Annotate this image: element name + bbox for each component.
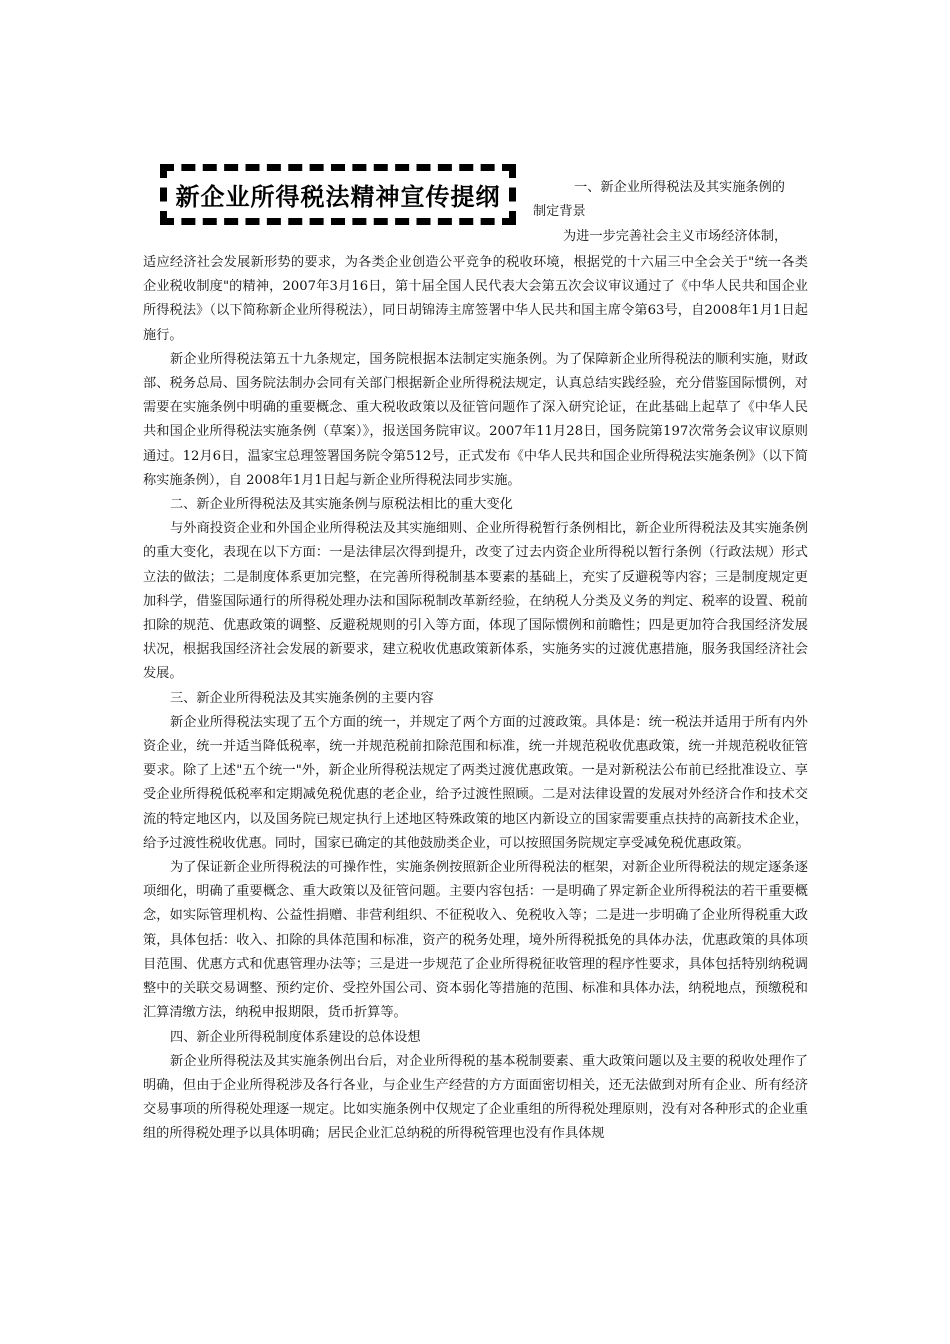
section-3-heading: 三、新企业所得税法及其实施条例的主要内容 [170,690,434,706]
paragraph-6: 新企业所得税法及其实施条例出台后，对企业所得税的基本税制要素、重大政策问题以及主要的税收处理作了明确，但由于企业所得税涉及各行各业，与企业生产经营的方方面面密切相关，还无法做到对所有企业、所有经济交易事项的所得税处理逐一规定。比如实施条例中仅规定了企业重组的所得税处理原则，没有对各种形式的企业重组的所得税处理予以具体明确；居民企业汇总纳税的所得税管理也没有作具体规 [143,1053,808,1142]
paragraph-2: 新企业所得税法第五十九条规定，国务院根据本法制定实施条例。为了保障新企业所得税法的顺利实施，财政部、税务总局、国务院法制办会同有关部门根据新企业所得税法规定，认真总结实践经验，充分借鉴国际惯例，对需要在实施条例中明确的重要概念、重大税收政策以及征管问题作了深入研究论证，在此基础上起草了《中华人民共和国企业所得税法实施条例（草案）》，报送国务院审议。2007年11月28日，国务院第197次常务会议审议原则通过。12月6日，温家宝总理签署国务院令第512号，正式发布《中华人民共和国企业所得税法实施条例》（以下简称实施条例），自 2008年1月1日起与新企业所得税法同步实施。 [143,351,808,488]
paragraph-5: 为了保证新企业所得税法的可操作性，实施条例按照新企业所得税法的框架，对新企业所得税法的规定逐条逐项细化，明确了重要概念、重大政策以及征管问题。主要内容包括：一是明确了界定新企业所得税法的若干重要概念，如实际管理机构、公益性捐赠、非营利组织、不征税收入、免税收入等；二是进一步明确了企业所得税重大政策，具体包括：收入、扣除的具体范围和标准，资产的税务处理，境外所得税抵免的具体办法，优惠政策的具体项目范围、优惠方式和优惠管理办法等；三是进一步规范了企业所得税征收管理的程序性要求，具体包括特别纳税调整中的关联交易调整、预约定价、受控外国公司、资本弱化等措施的范围、标准和具体办法，纳税地点，预缴税和汇算清缴方法，纳税申报期限，货币折算等。 [143,860,808,1021]
section-1-heading-line-1: 一、新企业所得税法及其实施条例的 [574,180,785,195]
section-1-heading-line-2: 制定背景 [533,204,586,219]
paragraph-4: 新企业所得税法实现了五个方面的统一，并规定了两个方面的过渡政策。具体是：统一税法并适用于所有内外资企业，统一并适当降低税率，统一并规范税前扣除范围和标准，统一并规范税收优惠政策，统一并规范税收征管要求。除了上述"五个统一"外，新企业所得税法规定了两类过渡优惠政策。一是对新税法公布前已经批准设立、享受企业所得税低税率和定期减免税优惠的老企业，给予过渡性照顾。二是对法律设置的发展对外经济合作和技术交流的特定地区内，以及国务院已规定执行上述地区特殊政策的地区内新设立的国家需要重点扶持的高新技术企业，给予过渡性税收优惠。同时，国家已确定的其他鼓励类企业，可以按照国务院规定享受减免税优惠政策。 [143,714,808,851]
title-box [160,164,516,225]
paragraph-1: 适应经济社会发展新形势的要求，为各类企业创造公平竞争的税收环境，根据党的十六届三中全会关于"统一各类企业税收制度"的精神，2007年3月16日，第十届全国人民代表大会第五次会议审议通过了《中华人民共和国企业所得税法》（以下简称新企业所得税法），同日胡锦涛主席签署中华人民共和国主席令第63号，自2008年1月1日起施行。 [143,255,808,343]
section-2-heading: 二、新企业所得税法及其实施条例与原税法相比的重大变化 [170,497,513,513]
document-body [143,251,808,1147]
document-title: 新企业所得税法精神宣传提纲 [175,182,501,211]
paragraph-3: 与外商投资企业和外国企业所得税法及其实施细则、企业所得税暂行条例相比，新企业所得税法及其实施条例的重大变化，表现在以下方面：一是法律层次得到提升，改变了过去内资企业所得税以暂行条例（行政法规）形式立法的做法；二是制度体系更加完整，在完善所得税制基本要素的基础上，充实了反避税等内容；三是制度规定更加科学，借鉴国际通行的所得税处理办法和国际税制改革新经验，在纳税人分类及义务的判定、税率的设置、税前扣除的规范、优惠政策的调整、反避税规则的引入等方面，体现了国际惯例和前瞻性；四是更加符合我国经济发展状况，根据我国经济社会发展的新要求，建立税收优惠政策新体系，实施务实的过渡优惠措施，服务我国经济社会发展。 [143,521,808,682]
section-4-heading: 四、新企业所得税制度体系建设的总体设想 [170,1029,421,1045]
paragraph-1-opening: 为进一步完善社会主义市场经济体制， [563,229,788,244]
